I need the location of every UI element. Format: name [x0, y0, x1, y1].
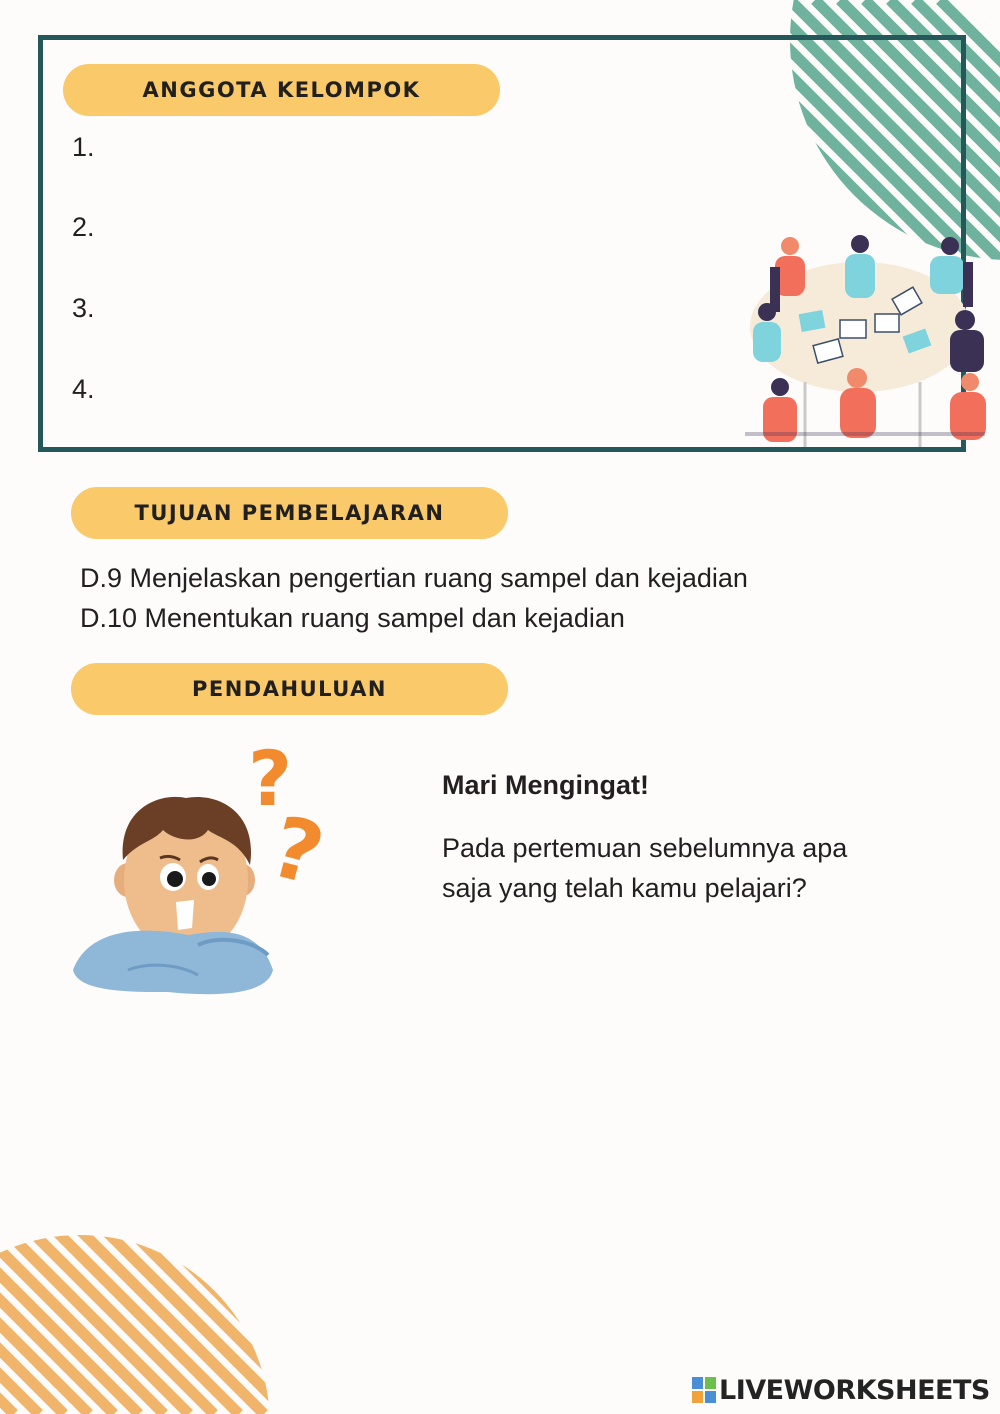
introduction-heading: PENDAHULUAN [71, 663, 508, 715]
member-2-label: 2. [72, 212, 95, 242]
objective-d10: D.10 Menentukan ruang sampel dan kejadian [80, 603, 625, 633]
recall-heading: Mari Mengingat! [442, 770, 649, 800]
liveworksheets-logo [692, 1372, 990, 1408]
group-study-illustration-icon [745, 232, 1000, 450]
liveworksheets-mark-icon [692, 1377, 716, 1403]
group-members-heading: ANGGOTA KELOMPOK [63, 64, 500, 116]
member-4-label: 4. [72, 374, 95, 404]
svg-text:?: ? [260, 797, 334, 905]
confused-boy-illustration-icon [68, 730, 343, 1002]
recall-question: Pada pertemuan sebelumnya apa saja yang telah kamu pelajari? [442, 833, 848, 903]
decorative-stripes-bottom [0, 1225, 270, 1414]
learning-objectives-heading: TUJUAN PEMBELAJARAN [71, 487, 508, 539]
liveworksheets-wordmark: LIVEWORKSHEETS [719, 1374, 990, 1406]
svg-text:?: ? [248, 734, 293, 823]
objective-d9: D.9 Menjelaskan pengertian ruang sampel dan kejadian [80, 563, 748, 593]
member-3-label: 3. [72, 293, 95, 323]
member-1-label: 1. [72, 132, 95, 162]
